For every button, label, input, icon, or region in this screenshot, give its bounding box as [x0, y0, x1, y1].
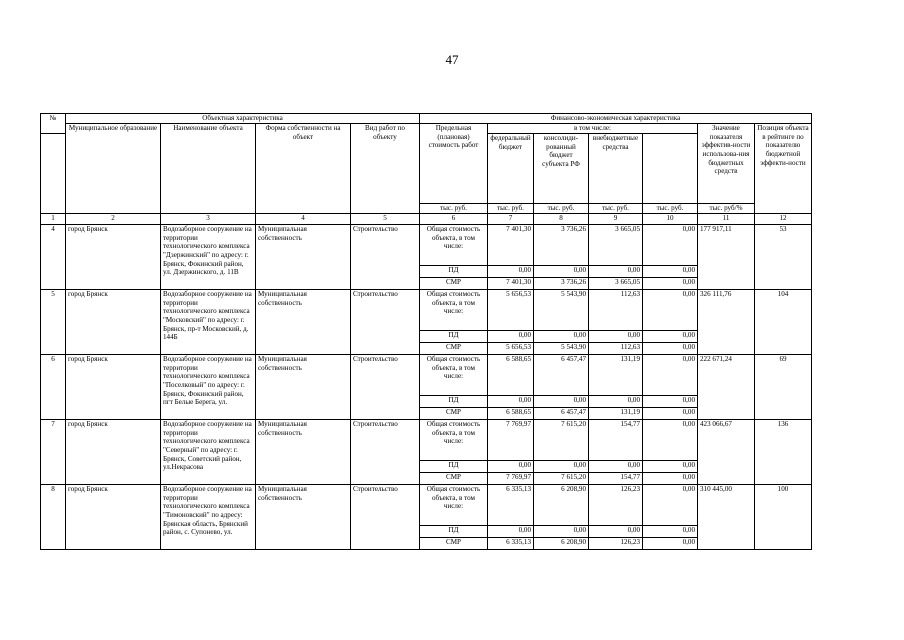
smr-label: СМР: [420, 343, 488, 355]
pd-value-cell: 0,00: [643, 331, 698, 343]
municipality-cell: город Брянск: [66, 355, 161, 420]
total-value-cell: 6 457,47: [534, 355, 589, 396]
pd-value-cell: 0,00: [643, 396, 698, 408]
pd-value-cell: 0,00: [589, 396, 643, 408]
total-value-cell: 0,00: [643, 420, 698, 461]
total-value-cell: 0,00: [643, 225, 698, 266]
pd-value-cell: 0,00: [643, 461, 698, 473]
pd-value-cell: 0,00: [589, 331, 643, 343]
work-type-cell: Строительство: [351, 225, 420, 290]
smr-value-cell: 131,19: [589, 408, 643, 420]
object-name-cell: Водозаборное сооружение на территории технологического комплекса "Дзержинский" по адресу: г. Брянск, Фокинский район, ул. Дзержинского, д. 11В: [161, 225, 256, 290]
total-value-cell: 0,00: [643, 290, 698, 331]
table-row: [41, 290, 812, 331]
smr-value-cell: 3 665,05: [589, 278, 643, 290]
total-value-cell: 0,00: [643, 355, 698, 396]
row-number: 6: [41, 355, 66, 420]
pd-value-cell: 0,00: [589, 266, 643, 278]
smr-value-cell: 3 736,26: [534, 278, 589, 290]
municipality-cell: город Брянск: [66, 485, 161, 550]
pd-value-cell: 0,00: [534, 266, 589, 278]
column-number: 8: [534, 214, 589, 225]
smr-value-cell: 0,00: [643, 408, 698, 420]
total-value-cell: 7 401,30: [488, 225, 534, 266]
total-value-cell: 0,00: [643, 485, 698, 526]
smr-value-cell: 6 588,65: [488, 408, 534, 420]
column-number: 2: [66, 214, 161, 225]
total-cost-label: Общая стоимость объекта, в том числе:: [420, 485, 488, 526]
efficiency-cell: 222 671,24: [698, 355, 755, 420]
row-number: 8: [41, 485, 66, 550]
header-finance-group: Финансово-экономическая характеристика: [420, 114, 812, 124]
pd-value-cell: 0,00: [534, 396, 589, 408]
column-number: 9: [589, 214, 643, 225]
rank-cell: 69: [755, 355, 812, 420]
column-number: 10: [643, 214, 698, 225]
pd-label: ПД: [420, 396, 488, 408]
smr-value-cell: 154,77: [589, 473, 643, 485]
total-cost-label: Общая стоимость объекта, в том числе:: [420, 290, 488, 331]
object-name-cell: Водозаборное сооружение на территории технологического комплекса "Московский" по адресу: г. Брянск, пр-т Московский, д. 144Б: [161, 290, 256, 355]
ownership-cell: Муниципальная собственность: [256, 420, 351, 485]
column-number: 7: [488, 214, 534, 225]
column-number: 11: [698, 214, 755, 225]
municipality-cell: город Брянск: [66, 225, 161, 290]
work-type-cell: Строительство: [351, 355, 420, 420]
total-value-cell: 5 656,53: [488, 290, 534, 331]
smr-value-cell: 0,00: [643, 538, 698, 550]
column-number: 12: [755, 214, 812, 225]
work-type-cell: Строительство: [351, 420, 420, 485]
pd-value-cell: 0,00: [534, 526, 589, 538]
rank-cell: 104: [755, 290, 812, 355]
object-name-cell: Водозаборное сооружение на территории технологического комплекса "Поселковый" по адресу: г. Брянск, Фокинский район, пгт Белые Берега, ул.: [161, 355, 256, 420]
smr-value-cell: 5 543,90: [534, 343, 589, 355]
column-number: 3: [161, 214, 256, 225]
header-unit: тыс. руб.: [643, 204, 698, 214]
total-value-cell: 3 665,05: [589, 225, 643, 266]
total-cost-label: Общая стоимость объекта, в том числе:: [420, 355, 488, 396]
municipality-cell: город Брянск: [66, 290, 161, 355]
header-unit: тыс. руб.: [534, 204, 589, 214]
header-work-type: Вид работ по объекту: [351, 124, 420, 214]
pd-label: ПД: [420, 526, 488, 538]
smr-value-cell: 126,23: [589, 538, 643, 550]
object-name-cell: Водозаборное сооружение на территории технологического комплекса "Тимоновский" по адресу: Брянская область, Брянский район, с. Супонево, ул.: [161, 485, 256, 550]
total-value-cell: 7 615,20: [534, 420, 589, 461]
efficiency-cell: 177 917,11: [698, 225, 755, 290]
rank-cell: 100: [755, 485, 812, 550]
pd-value-cell: 0,00: [488, 526, 534, 538]
column-numbers-row: [41, 214, 812, 225]
column-number: 1: [41, 214, 66, 225]
header-municipality: Муниципальное образование: [66, 124, 161, 214]
header-unit: тыс. руб.: [420, 204, 488, 214]
smr-value-cell: 0,00: [643, 343, 698, 355]
total-value-cell: 6 335,13: [488, 485, 534, 526]
pd-value-cell: 0,00: [534, 461, 589, 473]
row-number: 5: [41, 290, 66, 355]
total-value-cell: 126,23: [589, 485, 643, 526]
header-including: в том числе:: [488, 124, 698, 134]
smr-value-cell: 6 457,47: [534, 408, 589, 420]
header-num: №: [41, 114, 66, 134]
work-type-cell: Строительство: [351, 485, 420, 550]
smr-value-cell: 7 615,20: [534, 473, 589, 485]
column-number: 5: [351, 214, 420, 225]
efficiency-cell: 326 111,76: [698, 290, 755, 355]
pd-value-cell: 0,00: [488, 266, 534, 278]
pd-label: ПД: [420, 331, 488, 343]
pd-value-cell: 0,00: [488, 461, 534, 473]
total-value-cell: 7 769,97: [488, 420, 534, 461]
header-extrabudget: внебюджетные средства: [589, 134, 643, 204]
total-value-cell: 6 588,65: [488, 355, 534, 396]
rank-cell: 136: [755, 420, 812, 485]
smr-label: СМР: [420, 538, 488, 550]
header-rank: Позиция объекта в рейтинге по показателю бюджетной эффекти-ности: [755, 124, 812, 214]
total-value-cell: 112,63: [589, 290, 643, 331]
total-value-cell: 5 543,90: [534, 290, 589, 331]
pd-value-cell: 0,00: [488, 396, 534, 408]
rank-cell: 53: [755, 225, 812, 290]
header-federal: федеральный бюджет: [488, 134, 534, 204]
ownership-cell: Муниципальная собственность: [256, 290, 351, 355]
total-cost-label: Общая стоимость объекта, в том числе:: [420, 225, 488, 266]
pd-value-cell: 0,00: [589, 461, 643, 473]
pd-value-cell: 0,00: [643, 526, 698, 538]
efficiency-cell: 310 445,00: [698, 485, 755, 550]
column-number: 4: [256, 214, 351, 225]
pd-value-cell: 0,00: [589, 526, 643, 538]
smr-value-cell: 112,63: [589, 343, 643, 355]
smr-value-cell: 0,00: [643, 278, 698, 290]
investment-table: [40, 113, 812, 550]
pd-value-cell: 0,00: [643, 266, 698, 278]
header-unit: тыс. руб.: [589, 204, 643, 214]
ownership-cell: Муниципальная собственность: [256, 355, 351, 420]
header-consolidated: консолиди-рованный бюджет субъекта РФ: [534, 134, 589, 204]
header-efficiency: Значение показателя эффектив-ности использова-ния бюджетных средств: [698, 124, 755, 204]
table-row: [41, 225, 812, 266]
smr-value-cell: 6 208,90: [534, 538, 589, 550]
smr-value-cell: 5 656,53: [488, 343, 534, 355]
ownership-cell: Муниципальная собственность: [256, 225, 351, 290]
pd-value-cell: 0,00: [534, 331, 589, 343]
header-ownership: Форма собственности на объект: [256, 124, 351, 214]
header-object-group: Объектная характеристика: [66, 114, 420, 124]
smr-label: СМР: [420, 473, 488, 485]
smr-label: СМР: [420, 408, 488, 420]
page-number: 47: [445, 52, 459, 67]
pd-label: ПД: [420, 461, 488, 473]
column-number: 6: [420, 214, 488, 225]
smr-label: СМР: [420, 278, 488, 290]
work-type-cell: Строительство: [351, 290, 420, 355]
smr-value-cell: 7 769,97: [488, 473, 534, 485]
total-cost-label: Общая стоимость объекта, в том числе:: [420, 420, 488, 461]
efficiency-cell: 423 066,67: [698, 420, 755, 485]
smr-value-cell: 7 401,30: [488, 278, 534, 290]
pd-value-cell: 0,00: [488, 331, 534, 343]
row-number: 4: [41, 225, 66, 290]
table-row: [41, 420, 812, 461]
header-unit: тыс. руб.: [488, 204, 534, 214]
smr-value-cell: 0,00: [643, 473, 698, 485]
total-value-cell: 6 208,90: [534, 485, 589, 526]
municipality-cell: город Брянск: [66, 420, 161, 485]
header-max-cost: Предельная (плановая) стоимость работ: [420, 124, 488, 204]
table-row: [41, 355, 812, 396]
object-name-cell: Водозаборное сооружение на территории технологического комплекса "Северный" по адресу: г. Брянск, Советский район, ул.Некрасова: [161, 420, 256, 485]
header-object-name: Наименование объекта: [161, 124, 256, 214]
table-row: [41, 485, 812, 526]
row-number: 7: [41, 420, 66, 485]
total-value-cell: 3 736,26: [534, 225, 589, 266]
header-unit-ratio: тыс. руб/%: [698, 204, 755, 214]
total-value-cell: 154,77: [589, 420, 643, 461]
pd-label: ПД: [420, 266, 488, 278]
ownership-cell: Муниципальная собственность: [256, 485, 351, 550]
total-value-cell: 131,19: [589, 355, 643, 396]
smr-value-cell: 6 335,13: [488, 538, 534, 550]
